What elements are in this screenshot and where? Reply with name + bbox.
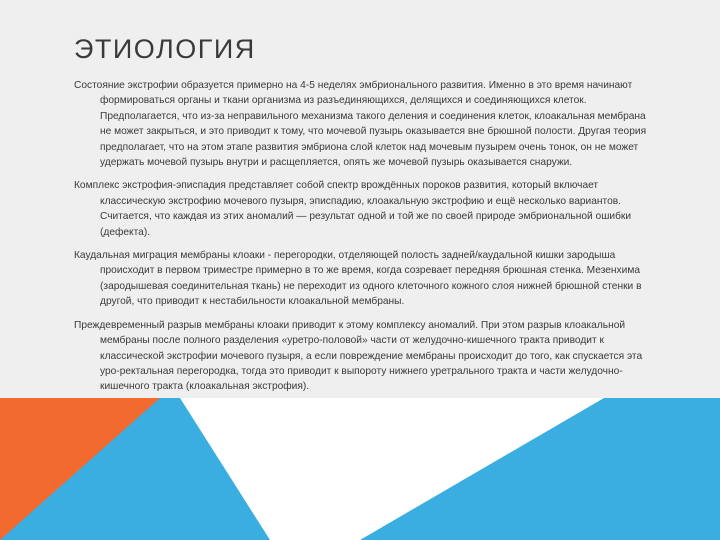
paragraph-2: Комплекс экстрофия-эписпадия представляет собой спектр врождённых пороков развития, который включает классическую экстрофию мочевого пузыря, эписпадию, клоакальную экстрофию и ещё несколько вариантов. Считается, что каждая из этих аномалий — результат одной и той же по своей природе эмбриональной ошибки (дефекта). [74, 180, 632, 238]
paragraph-4: Преждевременный разрыв мембраны клоаки приводит к этому комплексу аномалий. При этом разрыв клоакальной мембраны после полного разделения «уретро-половой» части от желудочно-кишечного тракта приводит к классической экстрофии мочевого пузыря, а если повреждение мембраны происходит до того, как спускается эта уро-ректальная перегородка, тогда это приводит к выпороту нижнего уретрального тракта и части желудочно-кишечного тракта (клоакальная экстрофия). [74, 319, 643, 393]
slide-content [74, 78, 652, 403]
slide-title: ЭТИОЛОГИЯ [74, 34, 256, 64]
paragraph-1: Состояние экстрофии образуется примерно на 4-5 неделях эмбрионального развития. Именно в это время начинают формироваться органы и ткани организма из разъединяющихся, делящихся и соединяющихся клеток. Предполагается, что из-за неправильного механизма такого деления и соединения клеток, клоакальная мембрана не может закрыться, и это приводит к тому, что мочевой пузырь оказывается вне брюшной полости. Другая теория предполагает, что на этом этапе развития эмбриона слой клеток над мочевым пузырем очень тонок, он не может удержать мочевой пузырь внутри и расщепляется, опять же мочевой пузырь оказывается снаружи. [74, 80, 647, 169]
paragraph-3: Каудальная миграция мембраны клоаки - перегородки, отделяющей полость задней/каудальной кишки зародыша происходит в первом триместре примерно в то же время, когда созревает передняя брюшная стенка. Мезенхима (зародышевая соединительная ткань) не переходит из одного клеточного кожного слоя нижней брюшной стенки в другой, что приводит к нестабильности клоакальной мембраны. [74, 250, 642, 308]
